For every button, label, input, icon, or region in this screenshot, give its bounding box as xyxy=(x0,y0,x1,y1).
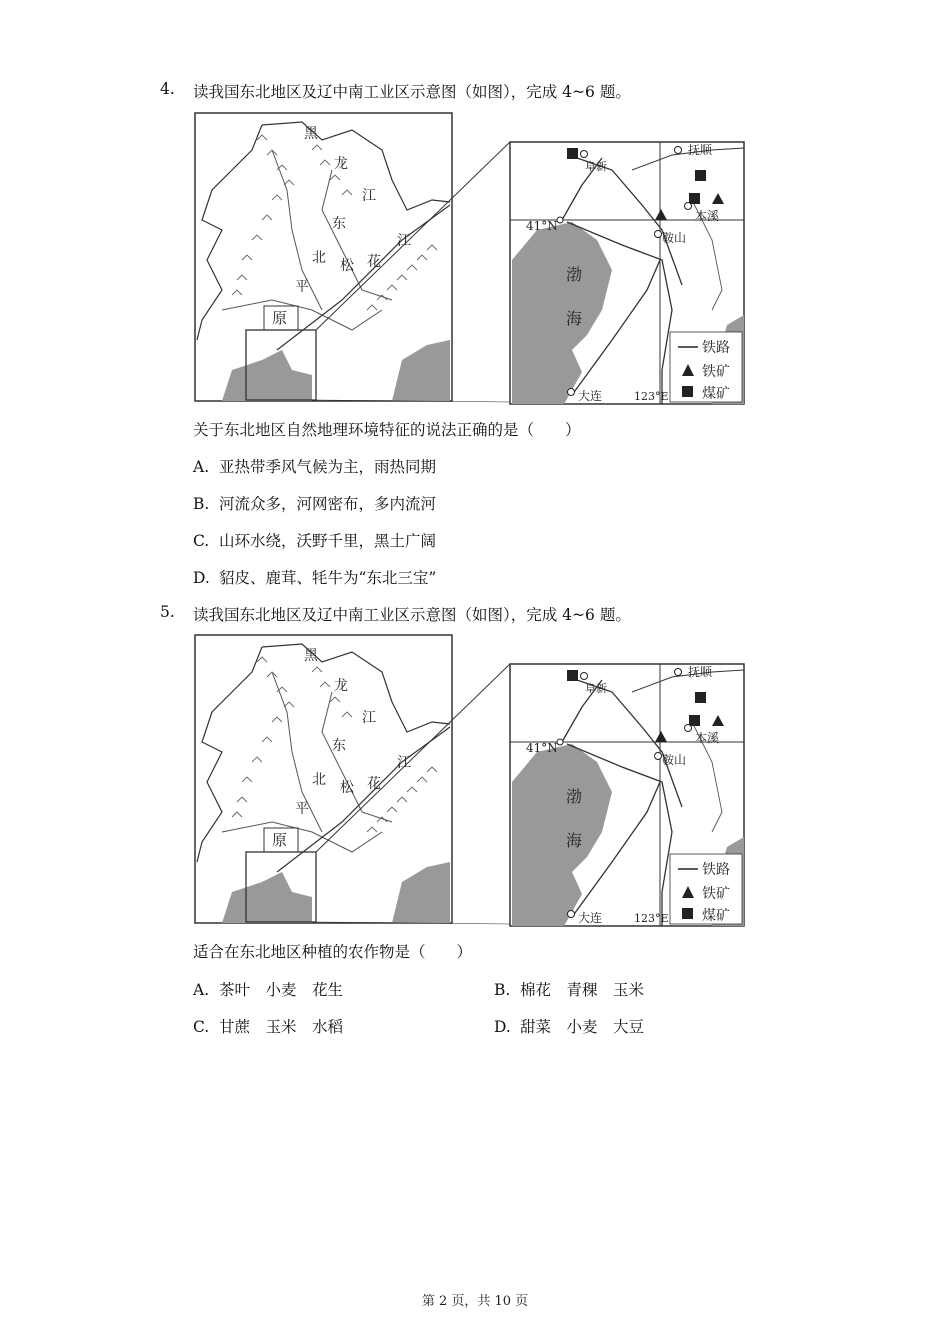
city-dalian: 大连 xyxy=(578,389,603,403)
legend-coal: 煤矿 xyxy=(702,908,730,924)
label-hei: 黑 xyxy=(304,648,318,664)
question-5-option-b[interactable]: B. 棉花 青稞 玉米 xyxy=(494,981,645,999)
question-4-stem: 关于东北地区自然地理环境特征的说法正确的是（ ） xyxy=(193,421,581,439)
city-fushun: 抚顺 xyxy=(688,143,713,157)
page-footer: 第 2 页，共 10 页 xyxy=(421,1294,529,1309)
map-figure-copy xyxy=(192,632,748,928)
longitude-label: 123°E xyxy=(634,390,669,403)
longitude-label: 123°E xyxy=(634,912,669,925)
label-ping: 平 xyxy=(295,279,309,295)
city-benxi: 本溪 xyxy=(695,209,720,223)
label-dong: 东 xyxy=(332,216,346,232)
question-4-option-a[interactable]: A. 亚热带季风气候为主，雨热同期 xyxy=(193,458,437,476)
question-number: 5. xyxy=(160,603,175,621)
question-intro: 读我国东北地区及辽中南工业区示意图（如图），完成 4~6 题。 xyxy=(193,83,631,101)
label-hei: 黑 xyxy=(304,126,318,142)
label-dong: 东 xyxy=(332,738,346,754)
label-hua: 花 xyxy=(367,254,381,270)
label-ping: 平 xyxy=(295,801,309,817)
question-4-option-d[interactable]: D. 貂皮、鹿茸、牦牛为“东北三宝” xyxy=(193,569,437,587)
question-5-option-d[interactable]: D. 甜菜 小麦 大豆 xyxy=(494,1018,645,1036)
question-4-option-c[interactable]: C. 山环水绕，沃野千里，黑土广阔 xyxy=(193,532,437,550)
city-dalian: 大连 xyxy=(578,911,603,925)
question-number: 4. xyxy=(160,80,175,98)
label-jiang2: 江 xyxy=(397,755,411,771)
question-4-option-b[interactable]: B. 河流众多，河网密布，多内流河 xyxy=(193,495,437,513)
question-intro: 读我国东北地区及辽中南工业区示意图（如图），完成 4~6 题。 xyxy=(193,606,631,624)
square-icon xyxy=(682,386,693,397)
city-anshan: 鞍山 xyxy=(662,231,687,245)
label-jiang: 江 xyxy=(362,188,376,204)
legend-iron: 铁矿 xyxy=(702,364,730,380)
latitude-label: 41°N xyxy=(526,741,558,755)
latitude-label: 41°N xyxy=(526,219,558,233)
city-anshan: 鞍山 xyxy=(662,753,687,767)
legend-iron: 铁矿 xyxy=(702,886,730,902)
city-fushun: 抚顺 xyxy=(688,665,713,679)
label-long: 龙 xyxy=(334,678,348,694)
sea-hai: 海 xyxy=(566,831,583,850)
label-yuan: 原 xyxy=(272,309,288,327)
label-bei: 北 xyxy=(312,250,326,266)
city-fuxin: 阜新 xyxy=(585,682,607,695)
northeast-map xyxy=(192,110,748,406)
sea-hai: 海 xyxy=(566,309,583,328)
city-benxi: 本溪 xyxy=(695,731,720,745)
map-figure xyxy=(192,110,748,406)
label-jiang: 江 xyxy=(362,710,376,726)
city-fuxin: 阜新 xyxy=(585,160,607,173)
question-5-stem: 适合在东北地区种植的农作物是（ ） xyxy=(193,943,473,961)
sea-bo: 渤 xyxy=(566,265,583,284)
label-song: 松 xyxy=(340,780,354,796)
sea-bo: 渤 xyxy=(566,787,583,806)
label-long: 龙 xyxy=(334,156,348,172)
question-5-option-c[interactable]: C. 甘蔗 玉米 水稻 xyxy=(193,1018,344,1036)
northeast-map-copy xyxy=(192,632,748,928)
label-hua: 花 xyxy=(367,776,381,792)
label-yuan: 原 xyxy=(272,831,288,849)
legend-railway: 铁路 xyxy=(702,862,730,878)
legend-railway: 铁路 xyxy=(702,340,730,356)
label-jiang2: 江 xyxy=(397,233,411,249)
label-bei: 北 xyxy=(312,772,326,788)
legend-coal: 煤矿 xyxy=(702,386,730,402)
square-icon xyxy=(682,908,693,919)
question-5-option-a[interactable]: A. 茶叶 小麦 花生 xyxy=(193,981,344,999)
label-song: 松 xyxy=(340,258,354,274)
